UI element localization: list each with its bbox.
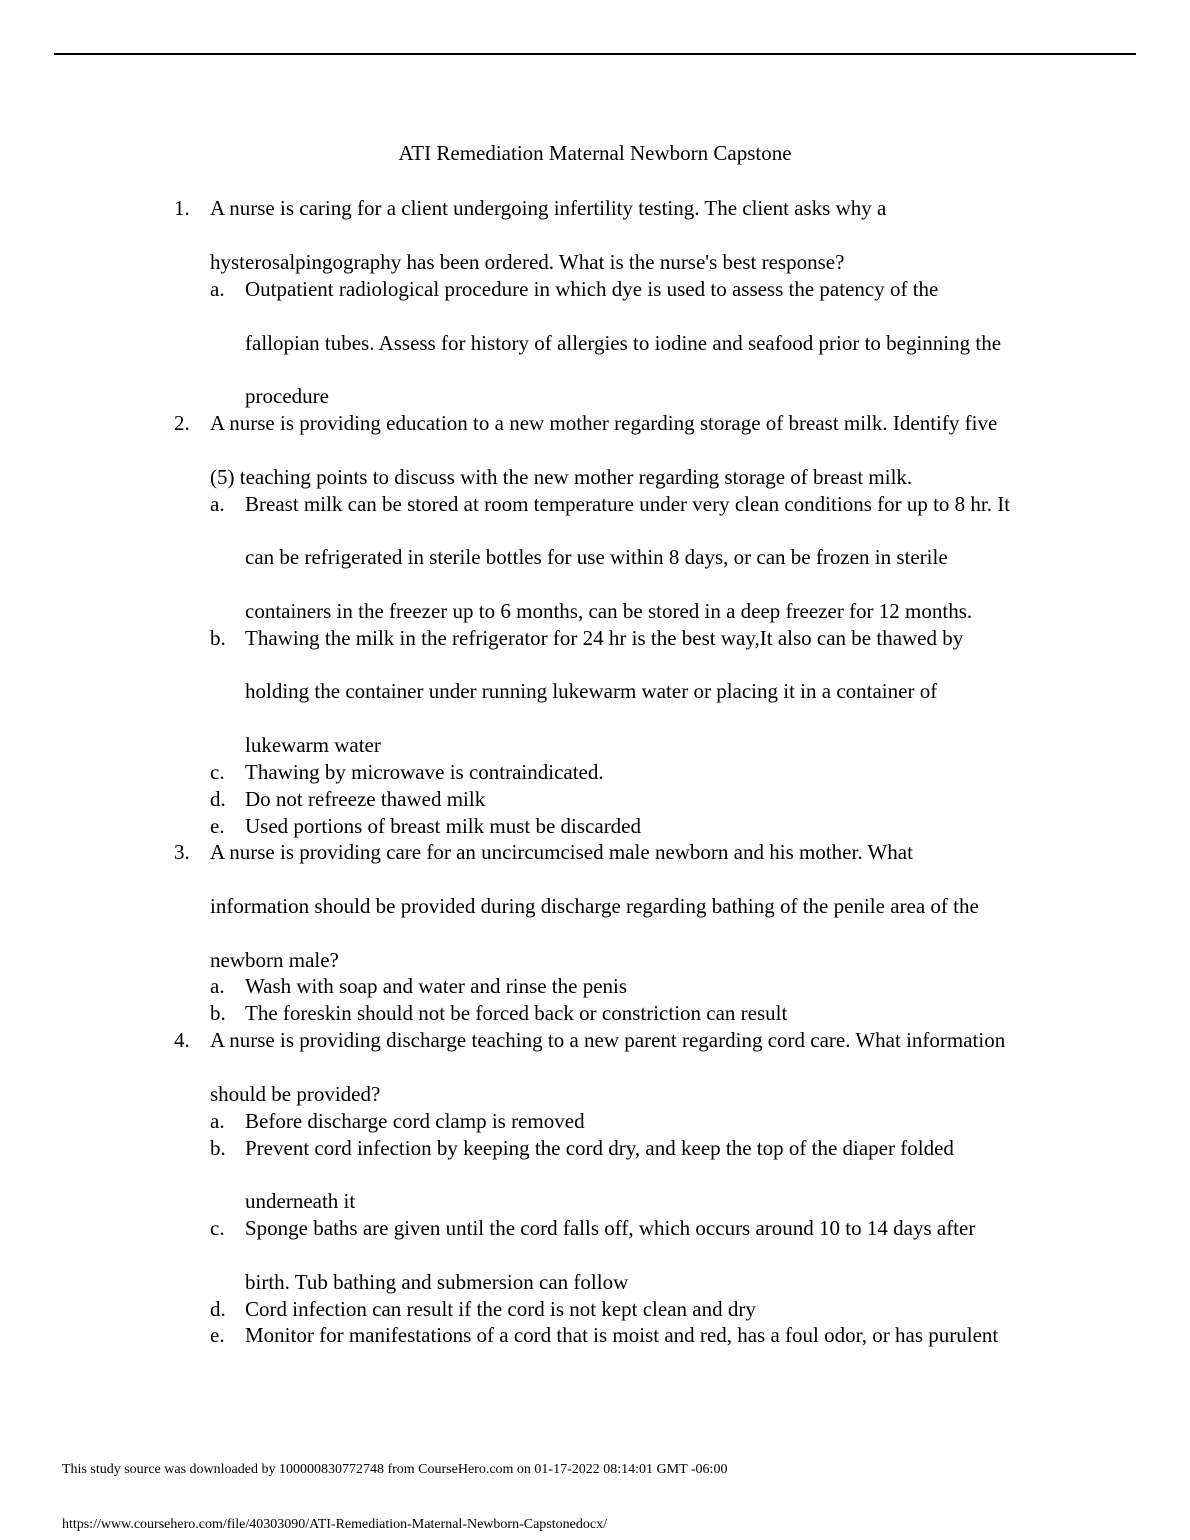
q4-answer-a-letter: a.	[210, 1109, 225, 1133]
q4-answer-a-line-1: Before discharge cord clamp is removed	[245, 1109, 585, 1133]
question-3-line-1: A nurse is providing care for an uncircumcised male newborn and his mother. What	[210, 840, 913, 864]
question-4-number: 4.	[174, 1028, 190, 1052]
document-title: ATI Remediation Maternal Newborn Capstone	[398, 141, 792, 165]
q3-answer-b-letter: b.	[210, 1001, 226, 1025]
question-2-line-2: (5) teaching points to discuss with the new mother regarding storage of breast milk.	[210, 465, 913, 489]
q4-answer-b-line-1: Prevent cord infection by keeping the cord dry, and keep the top of the diaper folded	[245, 1136, 954, 1160]
q3-answer-a-letter: a.	[210, 974, 225, 998]
q2-answer-e-line-1: Used portions of breast milk must be discarded	[245, 814, 642, 838]
q2-answer-e-letter: e.	[210, 814, 225, 838]
q3-answer-a-line-1: Wash with soap and water and rinse the penis	[245, 974, 628, 998]
question-2-line-1: A nurse is providing education to a new mother regarding storage of breast milk. Identify five	[210, 411, 998, 435]
q4-answer-e-letter: e.	[210, 1323, 225, 1347]
header-rule	[54, 53, 1136, 55]
question-3-line-2: information should be provided during discharge regarding bathing of the penile area of the	[210, 894, 979, 918]
question-4-line-1: A nurse is providing discharge teaching to a new parent regarding cord care. What information	[210, 1028, 1006, 1052]
q2-answer-b-line-1: Thawing the milk in the refrigerator for 24 hr is the best way,It also can be thawed by	[245, 626, 964, 650]
q4-answer-c-line-1: Sponge baths are given until the cord falls off, which occurs around 10 to 14 days after	[245, 1216, 976, 1240]
q4-answer-d-letter: d.	[210, 1297, 226, 1321]
question-3-line-3: newborn male?	[210, 948, 339, 972]
q1-answer-a-line-3: procedure	[245, 384, 329, 408]
q2-answer-a-letter: a.	[210, 492, 225, 516]
q1-answer-a-line-1: Outpatient radiological procedure in which dye is used to assess the patency of the	[245, 277, 939, 301]
source-url[interactable]: https://www.coursehero.com/file/40303090/ATI-Remediation-Maternal-Newborn-Capstonedocx/	[62, 1517, 607, 1532]
download-source-note: This study source was downloaded by 100000830772748 from CourseHero.com on 01-17-2022 08:14:01 GMT -06:00	[62, 1462, 728, 1477]
q2-answer-b-letter: b.	[210, 626, 226, 650]
q2-answer-d-letter: d.	[210, 787, 226, 811]
q1-answer-a-line-2: fallopian tubes. Assess for history of allergies to iodine and seafood prior to beginning the	[245, 331, 1002, 355]
question-1-number: 1.	[174, 196, 190, 220]
q2-answer-a-line-1: Breast milk can be stored at room temperature under very clean conditions for up to 8 hr. It	[245, 492, 1011, 516]
question-1-line-2: hysterosalpingography has been ordered. What is the nurse's best response?	[210, 250, 845, 274]
question-1-line-1: A nurse is caring for a client undergoing infertility testing. The client asks why a	[210, 196, 887, 220]
question-3-number: 3.	[174, 840, 190, 864]
q4-answer-b-line-2: underneath it	[245, 1189, 356, 1213]
q2-answer-d-line-1: Do not refreeze thawed milk	[245, 787, 486, 811]
question-2-number: 2.	[174, 411, 190, 435]
q2-answer-a-line-3: containers in the freezer up to 6 months, can be stored in a deep freezer for 12 months.	[245, 599, 973, 623]
q2-answer-c-line-1: Thawing by microwave is contraindicated.	[245, 760, 604, 784]
q4-answer-c-letter: c.	[210, 1216, 225, 1240]
question-4-line-2: should be provided?	[210, 1082, 381, 1106]
q4-answer-c-line-2: birth. Tub bathing and submersion can follow	[245, 1270, 629, 1294]
q2-answer-b-line-3: lukewarm water	[245, 733, 381, 757]
q2-answer-a-line-2: can be refrigerated in sterile bottles for use within 8 days, or can be frozen in sterile	[245, 545, 948, 569]
q2-answer-b-line-2: holding the container under running lukewarm water or placing it in a container of	[245, 679, 938, 703]
q2-answer-c-letter: c.	[210, 760, 225, 784]
q4-answer-e-line-1: Monitor for manifestations of a cord that is moist and red, has a foul odor, or has purulent	[245, 1323, 999, 1347]
q4-answer-d-line-1: Cord infection can result if the cord is not kept clean and dry	[245, 1297, 756, 1321]
q3-answer-b-line-1: The foreskin should not be forced back or constriction can result	[245, 1001, 788, 1025]
q1-answer-a-letter: a.	[210, 277, 225, 301]
q4-answer-b-letter: b.	[210, 1136, 226, 1160]
